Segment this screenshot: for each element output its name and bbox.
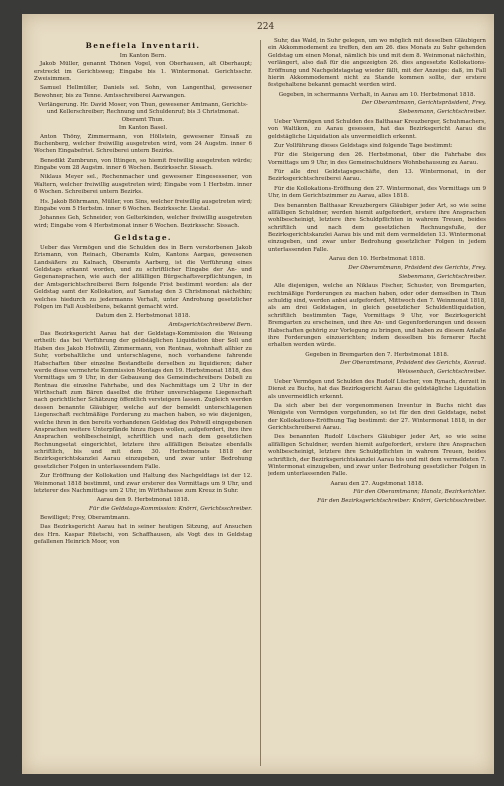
centered-line: Gegeben, in schermanns Verhalt, in Aarau am 10. Herbstmonat 1818. (278, 91, 476, 98)
signature-line: Der Oberamtmann, Präsident des Gerichts, Konrad. (340, 360, 486, 366)
centered-line: Gegeben in Bremgarten den 7. Herbstmonat 1818. (305, 351, 449, 358)
signature-line: Der Oberamtmann, Präsident des Gerichts, Frey. (348, 264, 486, 271)
paragraph: Des benannten Rudolf Lüschers Gläubiger jeder Art, so wie seine allfälligen Schuldner, werden hiemit aufgefordert, erstere ihre Ansprachen wohlbescheinigt, letztere ihre Schuldpflichten in wahrem Treuen, beides schriftlich, der Bezirksgerichtskanzlei Aarau bis und mit dem vermeldeten 7. Wintermonat einzugeben, und zwar unter Bedrohung gesetzlicher Folgen in jedem unterlassenden Falle. (268, 434, 486, 478)
paragraph: Ueber das Vermögen und die Schulden des in Bern verstorbenen Jakob Erismann, von Reinach, Oberamts Kulm, Kantons Aargau, gewesenen Landsäßers zu Kalnach, Oberamts Aarberg, ist die Verführung eines Geldstags erkannt worden, und zu schriftlicher Eingabe der An- und Gegenansprachen, wie auch der allfälligen Bürgschaftsverpflichtungen, in der Amtsgerichtschreiberei Bern folgende Frist bestimmt worden: als der Geldstag samt der Kollokation, auf Samstag den 3 Christmonat nächsthin; welches hiedurch zu jedermanns Verhalt, unter Androhung gesetzlicher Folgen im Fall Ausbleibens, bekannt gemacht wird. (34, 244, 252, 310)
signature-line: Für den Oberamtmann; Hanolz, Bezirksrichter. (353, 489, 486, 495)
signature-line: Amtsgerichtschreiberei Bern. (168, 321, 252, 328)
paragraph: Anton Thöny, Zimmermann, von Höllstein, gewesener Einsaß zu Buchenberg, welcher freiwillig ausgetreten wird, vom 24 Augstm. inner 6 Wochen Eingabefrist. Schreiberei untern Bezirks. (34, 133, 252, 155)
paragraph: Niklaus Meyer sel., Rechenmacher und gewesener Eingesessener, von Waltern, welcher freiwillig ausgetreten wird; Eingabe vom 1 Herbstm. inner 6 Wochen. Schreiberei untern Bezirks. (34, 174, 252, 196)
signature-line: Für den Bezirksgerichtschreiber: Knörri, Gerichtsschreiber. (317, 498, 486, 505)
paragraph: Benedikt Zumbrunn, von Ittingen, so hiemit freiwillig ausgetreten würde; Eingabe vom 28 Augstm. inner 6 Wochen. Bezirksschr. Sissach. (34, 157, 252, 172)
paragraph: Bewilliget; Frey, Oberamtmann. (40, 515, 130, 522)
paragraph: Da sich aber bei der vorgenommenen Inventur in Buchs nicht das Wenigste von Vermögen vorgefunden, so ist für den drei Geldstage, nebst der Kollokations-Eröffnung Tag bestimmt: der 27. Wintermonat 1818, in der Gerichtschreiberei Aarau. (268, 402, 486, 431)
column-divider (260, 40, 261, 766)
signature-line: Siebenmann, Gerichtschreiber. (398, 109, 486, 116)
paragraph: Das Bezirksgericht Aarau hat in seiner heutigen Sitzung, auf Ansuchen des Hrn. Kaspar Rüetschi, von Schaffhausen, als Vogt des in Geldstag gefallenen Heinrich Moor, von (34, 524, 252, 546)
paragraph: Samuel Hellmüller, Daniels sel. Sohn, von Langenthal, gewesener Bewohner, bis zu Tenne. Amtsschreiberei Aarwangen. (34, 85, 252, 99)
signature-line: Weissenbach, Gerichtschreiber. (397, 369, 486, 376)
centered-line: Aarau den 10. Herbstmonat 1818. (328, 256, 426, 263)
right-column (268, 38, 486, 768)
signature-line: Siebenmann, Gerichtschreiber. (398, 273, 486, 280)
centered-line: Aarau den 27. Augstmonat 1818. (330, 480, 424, 487)
centered-line: Im Kanton Basel. (118, 125, 168, 132)
paragraph: Für die Kollokations-Eröffnung den 27. Wintermonat, des Vormittags um 9 Uhr, in dem Gerichtszimmer zu Aarau, alles 1818. (268, 185, 486, 200)
paragraph: Suhr, das Wald, in Suhr gelegen, um wo möglich mit desselben Gläubigern ein Akkommodement zu treffen, den am 26. dies Monats zu Suhr gehenden Geldstag um einen Monat, nämlich bis und mit dem 8. Weinmonat nächsthin, verlängert, also daß für die angezeigten 26. dies angesetzte Kollokations-Eröffnung und Nachgeldstagstag wieder fällt, mit der Anzeige: daß, im Fall hierin Akkommodement nicht zu Stande kommen sollte, der erstere festgehaltene bekannt gemacht werden wird. (268, 38, 486, 89)
paragraph: Hs. Jakob Böhrmann, Müller, von Sins, welcher freiwillig ausgetreten wird; Eingabe vom 5 Herbstm. inner 6 Wochen. Bezirksschr. Liestal. (34, 198, 252, 212)
paragraph: Ueber Vermögen und Schulden des Balthasar Kreuzberger, Schuhmachers, von Waltikon, zu Aarau gesessen, hat das Bezirksgericht Aarau die geldstägliche Liquidation als unvermeidlich erkennt. (268, 118, 486, 140)
paragraph: Alle diejenigen, welche an Niklaus Fischer, Schuster, von Bremgarten, rechtmäßige Forderungen zu machen haben, oder oder demselben in Thun schuldig sind, werden anbei aufgefordert, Mittwoch den 7. Weinmonat 1818, als am drei Geldstagen, in gleich gesetzlicher Schuldentliquidation, schriftlich bestimmten Tage, Vormittags 9 Uhr, vor Bezirksgericht Bremgarten zu erscheinen, und ihre An- und Gegenforderungen und dessen Habschaften gehörig zur Vorlegung zu bringen, und haben zu diesem Anlaße ihre Forderungen einzuerichten; indem desselben bis fernerer Recht erhalten werden würde. (268, 283, 486, 349)
centered-line: Datum den 2. Herbstmonat 1818. (95, 313, 191, 320)
paragraph: Jakob Müller, genannt Thönen Vogel, von Oberhausen, alt Oberhaupt; erstreckt im Gerichtsweg; Eingabe bis 1. Wintermonat. Gerichtsschr. Zweisimmen. (34, 61, 252, 82)
signature-line: Für die Geldstags-Kommission: Knörri, Gerichtsschreiber. (89, 505, 252, 512)
centered-line: Im Kanton Bern. (119, 52, 167, 59)
paragraph: Zur Vollführung dieses Geldstags sind folgende Tage bestimmt: (274, 142, 453, 149)
paragraph: Für die Steigerung den 26. Herbstmonat, über die Fahrhabe des Vormittags um 9 Uhr, in des Gemeinschuldners Wohnbehausung zu Aarau. (268, 152, 486, 166)
paragraph: Ueber Vermögen und Schulden des Rudolf Lüscher, von Rynach, derzeit in Dienst zu Buchs, hat das Bezirksgericht Aarau die geldstägliche Liquidation als unvermeidlich erkennt. (268, 378, 486, 400)
paragraph: Zur Eröffnung der Kollokation und Haltung des Nachgeldtags ist der 12. Weinmonat 1818 bestimmt, und zwar ersterer des Vormittags um 9 Uhr, und letzterer des Nachmittags um 2 Uhr, im Wirthshause zum Kreuz in Suhr. (34, 473, 252, 494)
centered-line: Aarau den 9. Herbstmonat 1818. (96, 497, 190, 504)
paragraph: Johannes Geh, Schneider, von Gelterkinden, welcher freiwillig ausgetreten wird; Eingabe vom 4 Herbstmonat inner 6 Wochen. Bezirksschr. Sissach. (34, 215, 252, 229)
paragraph: Das Bezirksgericht Aarau hat der Geldstags-Kommission die Weisung ertheilt: das bei Verführung der geldstäglichen Liquidation über Soll und Haben des Jakob Hohwilli, Zimmermann, von Rentnau, wohnhaft allhier zu Suhr, vorbehaltliche und unterschlagene, noch vorhandene fahrende Habschaften über einzelne Bestandteile derselben zu liquidieren; daher werde diese vermehrte Kommission Montags den 19. Herbstmonat 1818, des Vormittags um 9 Uhr, in der Gebausung des Gemeindschreibers Dobeli zu Rentnau die einzelne Fahrhabe, und des Nachmittags um 2 Uhr in der Wirthschaft zum Bären daselbst die früher unverschlagene Liegenschaft nach gerichtlicher Schätzung öffentlich versteigern lassen. Zugleich werden dessen benannte Gläubiger, welche auf der bemeldt unterschlagenen Liegenschaft rechtmäßige Forderung zu machen haben, so wie diejenigen, welche ihren in den bereits vorhandenen Geldstag des Pohwill eingegebenen Ansprachen weitere Unterpfände hinzu fügen wollen, aufgefordert, ihre ihre Ansprachen wohlbescheinigt, schriftlich und nach dem gesetzlichen Rechnungsetat eingerichtet, letztere ihre allfälligen Beisatze ebenfalls schriftlich, bis und mit dem 30. Herbstmonats 1818 der Bezirksgerichtskanzlei Aarau einzugeben, und zwar unter Bedrohung gesetzlicher Folgen in unterlassendem Falle. (34, 331, 252, 470)
section-heading: Geldstage. (114, 233, 172, 243)
paragraph: Des benannten Balthasar Kreuzbergers Gläubiger jeder Art, so wie seine allfälligen Schuldner, werden hiemit aufgefordert, erstere ihre Ansprachen wohlbescheinigt, letztere ihre Schuldpflichten in wahrem Treuen, beides schriftlich und nach dem gesetzlichen Rechnungsfuße, der Bezirksgerichtskanzlei Aarau bis und mit dem vermeldeten 13. Wintermonat einzugeben, und zwar unter Bedrohung gesetzlicher Folgen in jedem unterlassenden Falle. (268, 202, 486, 253)
signature-line: Der Oberamtmann, Gerichtspräsident, Frey. (361, 100, 486, 106)
page-number: 224 (257, 22, 275, 32)
section-heading: Benefiela Inventarii. (85, 41, 201, 50)
centered-line: Verlängerung. Hr. David Moser, von Thun, gewesener Amtmann, Gerichts- und Kellerschreiber; Rechnung und Schuldenruf; bis 3 Christmonat. Oberamt Thun. (38, 102, 248, 123)
newspaper-page (22, 14, 494, 774)
paragraph: Für alle drei Geldstagsgeschäfte, den 13. Wintermonat, in der Bezirksgerichtschreiberei Aarau. (268, 169, 486, 183)
left-column (34, 38, 252, 768)
